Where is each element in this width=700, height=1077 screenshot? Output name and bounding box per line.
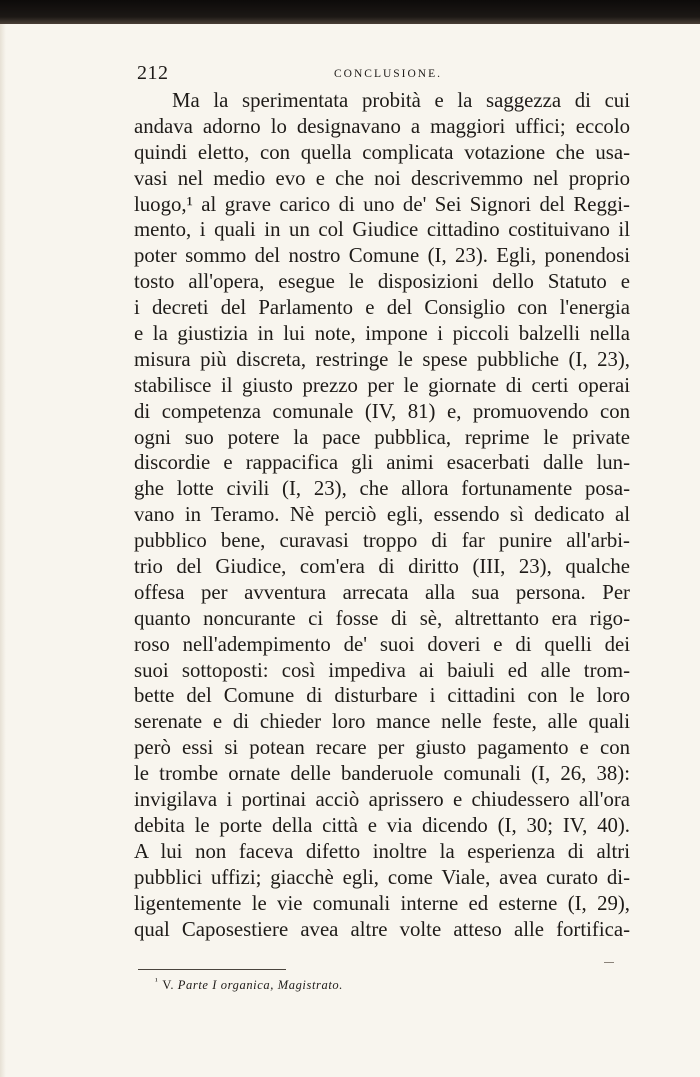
text-line: ogni suo potere la pace pubblica, reprime le private <box>134 425 630 449</box>
text-line: pubblici uffizi; giacchè egli, come Viale, avea curato di- <box>134 865 630 889</box>
text-line: però essi si potean recare per giusto pagamento e con <box>134 736 630 760</box>
body-text <box>134 88 630 942</box>
text-line: A lui non faceva difetto inoltre la esperienza di altri <box>134 839 630 863</box>
text-line: quindi eletto, con quella complicata votazione che usa- <box>134 140 630 164</box>
text-line: trio del Giudice, com'era di diritto (III, 23), qualche <box>134 555 630 579</box>
text-line: le trombe ornate delle banderuole comunali (I, 26, 38): <box>134 762 630 786</box>
text-line: offesa per avventura arrecata alla sua persona. Per <box>134 580 630 604</box>
footnote <box>155 976 343 993</box>
scan-top-shadow <box>0 0 700 24</box>
text-line: Ma la sperimentata probità e la saggezza di cui <box>172 89 630 112</box>
text-line: pubblico bene, curavasi troppo di far punire all'arbi- <box>134 529 630 553</box>
text-line: luogo,¹ al grave carico di uno de' Sei Signori del Reggi- <box>134 192 630 216</box>
running-head: CONCLUSIONE. <box>334 68 443 80</box>
footnote-prefix: V. <box>162 978 175 992</box>
text-line: tosto all'opera, esegue le disposizioni dello Statuto e <box>134 270 630 294</box>
text-line: andava adorno lo designavano a maggiori uffici; eccolo <box>134 114 630 138</box>
text-line: quanto noncurante ci fosse di sè, altrettanto era rigo- <box>134 606 630 630</box>
text-line: suoi sottoposti: così impediva ai baiuli ed alle trom- <box>134 658 630 682</box>
text-line: misura più discreta, restringe le spese pubbliche (I, 23), <box>134 347 630 371</box>
page-header <box>137 62 627 90</box>
page-gutter-shadow <box>0 24 6 1077</box>
text-line: roso nell'adempimento de' suoi doveri e di quelli dei <box>134 632 630 656</box>
text-line: i decreti del Parlamento e del Consiglio con l'energia <box>134 296 630 320</box>
text-line: invigilava i portinai acciò aprissero e chiudessero all'ora <box>134 788 630 812</box>
rule-mark <box>604 962 614 963</box>
text-line: bette del Comune di disturbare i cittadini con le loro <box>134 684 630 708</box>
footnote-rule <box>138 969 286 970</box>
text-line: di competenza comunale (IV, 81) e, promuovendo con <box>134 399 630 423</box>
footnote-text: Parte I organica, Magistrato. <box>177 978 343 992</box>
text-line: vano in Teramo. Nè perciò egli, essendo sì dedicato al <box>134 503 630 527</box>
text-line: ghe lotte civili (I, 23), che allora fortunamente posa- <box>134 477 630 501</box>
text-line: poter sommo del nostro Comune (I, 23). Egli, ponendosi <box>134 244 630 268</box>
text-line: serenate e di chieder loro mance nelle feste, alle quali <box>134 710 630 734</box>
text-line: stabilisce il giusto prezzo per le giornate di certi operai <box>134 373 630 397</box>
text-line: qual Caposestiere avea altre volte atteso alle fortifica- <box>134 917 630 941</box>
text-line: mento, i quali in un col Giudice cittadino costituivano il <box>134 218 630 242</box>
text-line: e la giustizia in lui note, impone i piccoli balzelli nella <box>134 322 630 346</box>
text-line: debita le porte della città e via dicendo (I, 30; IV, 40). <box>134 813 630 837</box>
page-number: 212 <box>137 62 169 84</box>
footnote-mark: ¹ <box>155 976 159 986</box>
text-line: ligentemente le vie comunali interne ed esterne (I, 29), <box>134 891 630 915</box>
text-line: discordie e rappacifica gli animi esacerbati dalle lun- <box>134 451 630 475</box>
text-line: vasi nel medio evo e che noi descrivemmo nel proprio <box>134 166 630 190</box>
